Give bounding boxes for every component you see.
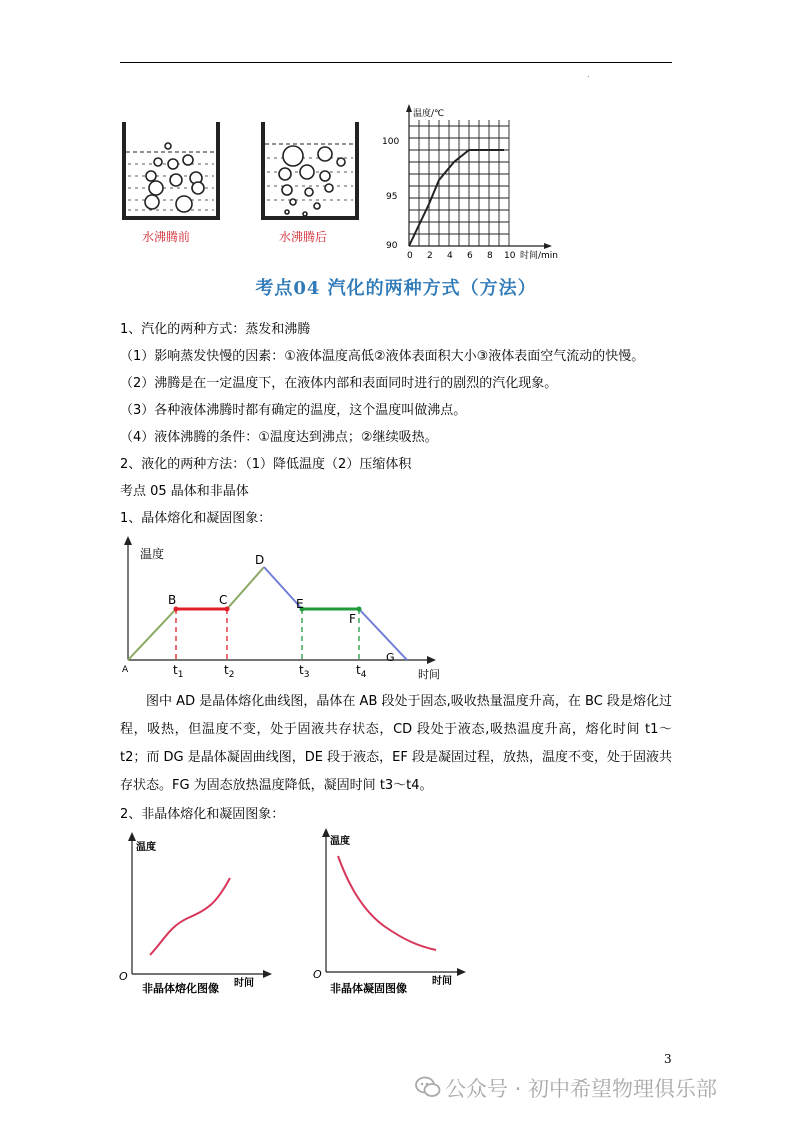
- tick-t4: $t_4$: [356, 663, 367, 680]
- x-tick-6: 6: [467, 251, 473, 261]
- melt-ylabel: 温度: [136, 842, 156, 853]
- tick-t1: $t_1$: [173, 663, 184, 680]
- beaker-after-caption: 水沸腾后: [279, 230, 328, 244]
- x-tick-8: 8: [487, 251, 493, 261]
- beaker-before-illustration: [118, 118, 224, 226]
- point-G: G: [386, 651, 395, 664]
- x-tick-2: 2: [427, 251, 433, 261]
- point-B: B: [168, 593, 177, 607]
- beaker-before-caption: 水沸腾前: [142, 230, 191, 244]
- point-E: E: [296, 597, 304, 611]
- text-line-2: （1）影响蒸发快慢的因素：①液体温度高低②液体表面积大小③液体表面空气流动的快慢。: [120, 349, 645, 364]
- beaker-after-illustration: [257, 118, 363, 226]
- section-heading: 考点04 汽化的两种方式（方法）: [255, 278, 537, 299]
- x-tick-10: 10: [504, 251, 516, 261]
- point-A: A: [122, 665, 129, 675]
- text-line-4: （3）各种液体沸腾时都有确定的温度，这个温度叫做沸点。: [120, 403, 467, 418]
- amorphous-solidification-graph: [308, 822, 470, 996]
- solid-origin: O: [313, 968, 322, 981]
- text-line-7: 考点 05 晶体和非晶体: [120, 484, 249, 499]
- amorphous-melting-graph: [116, 828, 276, 996]
- text-line-1: 1、汽化的两种方式：蒸发和沸腾: [120, 322, 311, 337]
- watermark-text: 公众号 · 初中希望物理俱乐部: [445, 1077, 718, 1101]
- page-number: 3: [664, 1052, 672, 1066]
- solid-ylabel: 温度: [330, 836, 350, 847]
- melt-caption: 非晶体熔化图像: [142, 982, 219, 995]
- water-graph-xlabel: 时间/min: [520, 251, 559, 261]
- water-boiling-graph: [380, 100, 580, 265]
- text-line-5: （4）液体沸腾的条件：①温度达到沸点；②继续吸热。: [120, 430, 438, 445]
- crystal-ylabel: 温度: [140, 547, 165, 561]
- tick-t2: $t_2$: [224, 663, 235, 680]
- melt-origin: O: [119, 970, 128, 983]
- point-F: F: [349, 612, 356, 626]
- melt-xlabel: 时间: [234, 978, 254, 989]
- y-tick-95: 95: [386, 192, 398, 202]
- solid-xlabel: 时间: [432, 976, 452, 987]
- header-dot: .: [587, 70, 590, 79]
- point-D: D: [255, 553, 265, 567]
- header-rule: [120, 62, 672, 63]
- point-C: C: [219, 593, 228, 607]
- y-tick-90: 90: [386, 241, 398, 251]
- tick-t3: $t_3$: [299, 663, 310, 680]
- crystal-explanation: 图中 AD 是晶体熔化曲线图，晶体在 AB 段处于固态,吸收热量温度升高，在 BC 段是熔化过程，吸热，但温度不变，处于固液共存状态，CD 段处于液态,吸热温度升高，熔化时间 t1～t2；而 DG 是晶体凝固曲线图，DE 段于液态，EF 段是凝固过程，放热，温度不变，处于固液共存状态。FG 为固态放热温度降低，凝固时间 t3～t4。: [120, 694, 672, 793]
- solid-caption: 非晶体凝固图像: [330, 982, 407, 995]
- text-line-amorphous: 2、非晶体熔化和凝固图象：: [120, 807, 285, 822]
- x-tick-4: 4: [447, 251, 453, 261]
- x-tick-0: 0: [407, 251, 413, 261]
- crystal-xlabel: 时间: [418, 668, 440, 681]
- y-tick-100: 100: [382, 137, 400, 147]
- wechat-icon: [415, 1076, 441, 1098]
- crystal-graph: [118, 534, 448, 684]
- text-line-8: 1、晶体熔化和凝固图象：: [120, 511, 272, 526]
- text-line-3: （2）沸腾是在一定温度下，在液体内部和表面同时进行的剧烈的汽化现象。: [120, 376, 558, 391]
- text-line-6: 2、液化的两种方法：（1）降低温度（2）压缩体积: [120, 457, 412, 472]
- water-graph-ylabel: 温度/℃: [413, 109, 445, 119]
